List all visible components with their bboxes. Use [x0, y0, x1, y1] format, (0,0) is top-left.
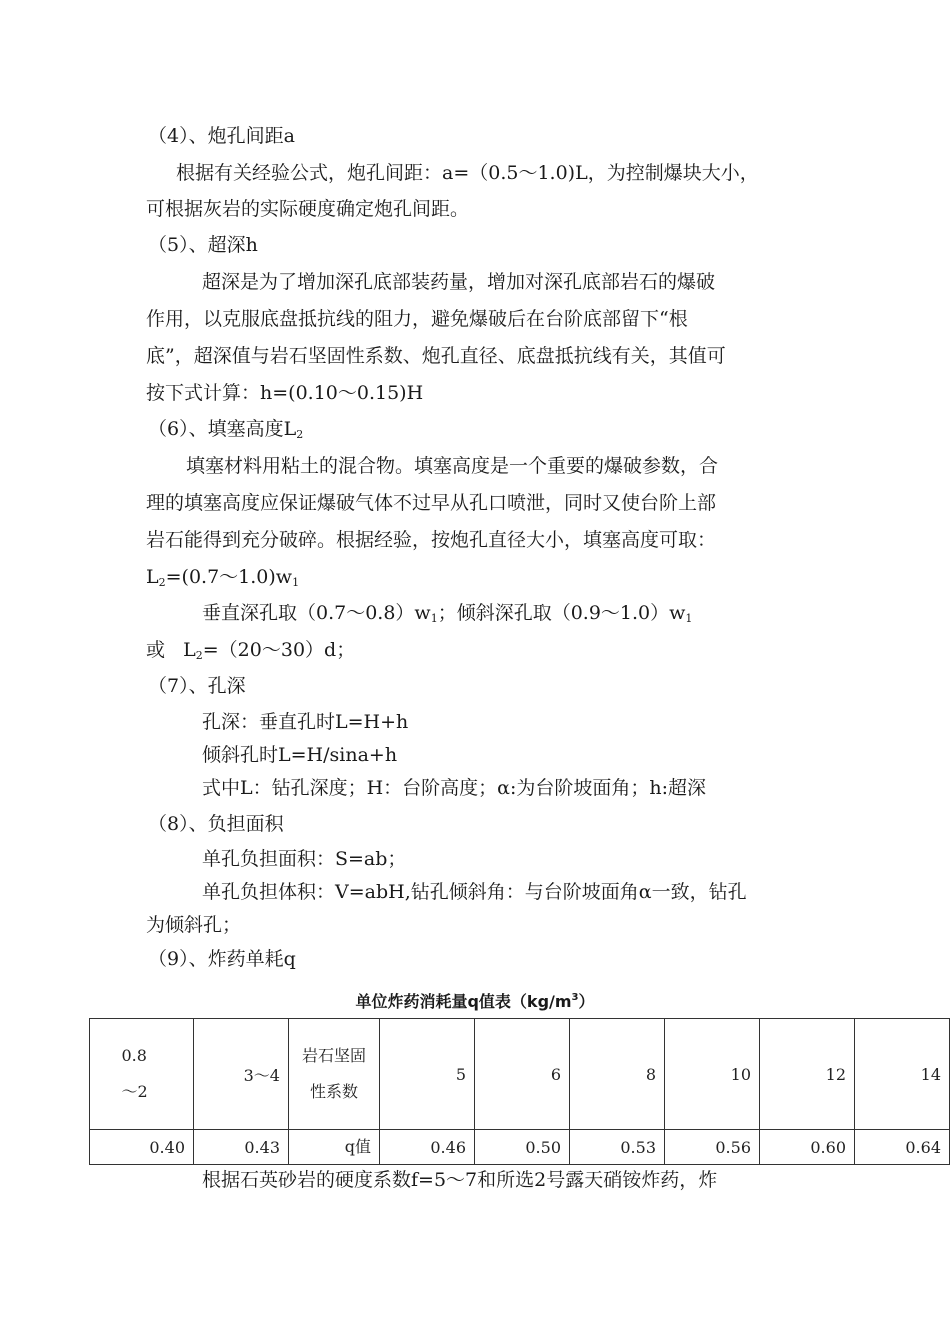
s4-paragraph-line-1: 根据有关经验公式，炮孔间距：a=（0.5～1.0)L，为控制爆块大小， [176, 162, 759, 184]
table-cell: 0.64 [855, 1130, 950, 1165]
table-cell: 12 [760, 1019, 855, 1130]
table-row [90, 1019, 950, 1130]
s4-heading: （4）、炮孔间距a [148, 125, 295, 147]
s5-paragraph-line-3: 底”，超深值与岩石坚固性系数、炮孔直径、底盘抵抗线有关，其值可 [146, 345, 726, 367]
s8-line-2: 单孔负担体积：V=abH,钻孔倾斜角：与台阶坡面角α一致，钻孔 [202, 881, 747, 903]
s7-line-2: 倾斜孔时L=H/sina+h [202, 744, 398, 766]
table-cell: 5 [380, 1019, 475, 1130]
table-cell: 10 [665, 1019, 760, 1130]
table-cell: 0.50 [475, 1130, 570, 1165]
s6-paragraph-line-1: 填塞材料用粘土的混合物。填塞高度是一个重要的爆破参数，合 [186, 455, 719, 477]
table-cell: 0.43 [194, 1130, 289, 1165]
s8-line-1: 单孔负担面积：S=ab； [202, 848, 407, 870]
s6-formula-3: 或 $L_2=(20\sim 30)d$； [146, 639, 356, 662]
table-cell: 6 [475, 1019, 570, 1130]
s6-paragraph-line-3: 岩石能得到充分破碎。根据经验，按炮孔直径大小，填塞高度可取： [146, 529, 717, 551]
table-cell: 0.40 [90, 1130, 194, 1165]
table-cell: 14 [855, 1019, 950, 1130]
table-cell: 0.56 [665, 1130, 760, 1165]
table-cell-header: q值 [289, 1130, 380, 1165]
table-row [90, 1130, 950, 1165]
s5-paragraph-line-1: 超深是为了增加深孔底部装药量，增加对深孔底部岩石的爆破 [202, 271, 716, 293]
s7-heading: （7）、孔深 [148, 675, 246, 697]
s8-heading: （8）、负担面积 [148, 813, 284, 835]
table-caption: 单位炸药消耗量q值表$(kg/m^3)$ [355, 992, 595, 1011]
s4-paragraph-line-2: 可根据灰岩的实际硬度确定炮孔间距。 [146, 198, 470, 220]
table-cell: 8 [570, 1019, 665, 1130]
table-cell-header: 岩石坚固性系数 [289, 1019, 380, 1130]
s7-line-1: 孔深：垂直孔时L=H+h [202, 711, 409, 733]
s5-paragraph-line-4: 按下式计算：h=(0.10～0.15)H [146, 382, 424, 404]
s9-paragraph-after-table: 根据石英砂岩的硬度系数f=5～7和所选2号露天硝铵炸药，炸 [202, 1169, 718, 1191]
s5-paragraph-line-2: 作用，以克服底盘抵抗线的阻力，避免爆破后在台阶底部留下“根 [146, 308, 688, 330]
table-cell: 0.46 [380, 1130, 475, 1165]
s6-formula-1: $L_2=(0.7\sim 1.0)w_1$ [146, 566, 300, 589]
s6-heading: （6）、填塞高度$L_2$ [148, 418, 304, 441]
table-cell: 0.60 [760, 1130, 855, 1165]
table-cell: 3～4 [194, 1019, 289, 1130]
table-cell: 0.53 [570, 1130, 665, 1165]
s7-line-3: 式中L：钻孔深度；H：台阶高度；α:为台阶坡面角；h:超深 [202, 777, 707, 799]
s6-paragraph-line-2: 理的填塞高度应保证爆破气体不过早从孔口喷泄，同时又使台阶上部 [146, 492, 717, 514]
s6-formula-2: 垂直深孔取$(0.7\sim 0.8)w_1$；倾斜深孔取$(0.9\sim 1.0)w_1$ [202, 602, 693, 625]
q-value-table [89, 1018, 950, 1165]
table-cell: 0.8～2 [90, 1019, 194, 1130]
s9-heading: （9）、炸药单耗q [148, 948, 296, 970]
s5-heading: （5）、超深h [148, 234, 258, 256]
s8-line-3: 为倾斜孔； [146, 914, 242, 936]
